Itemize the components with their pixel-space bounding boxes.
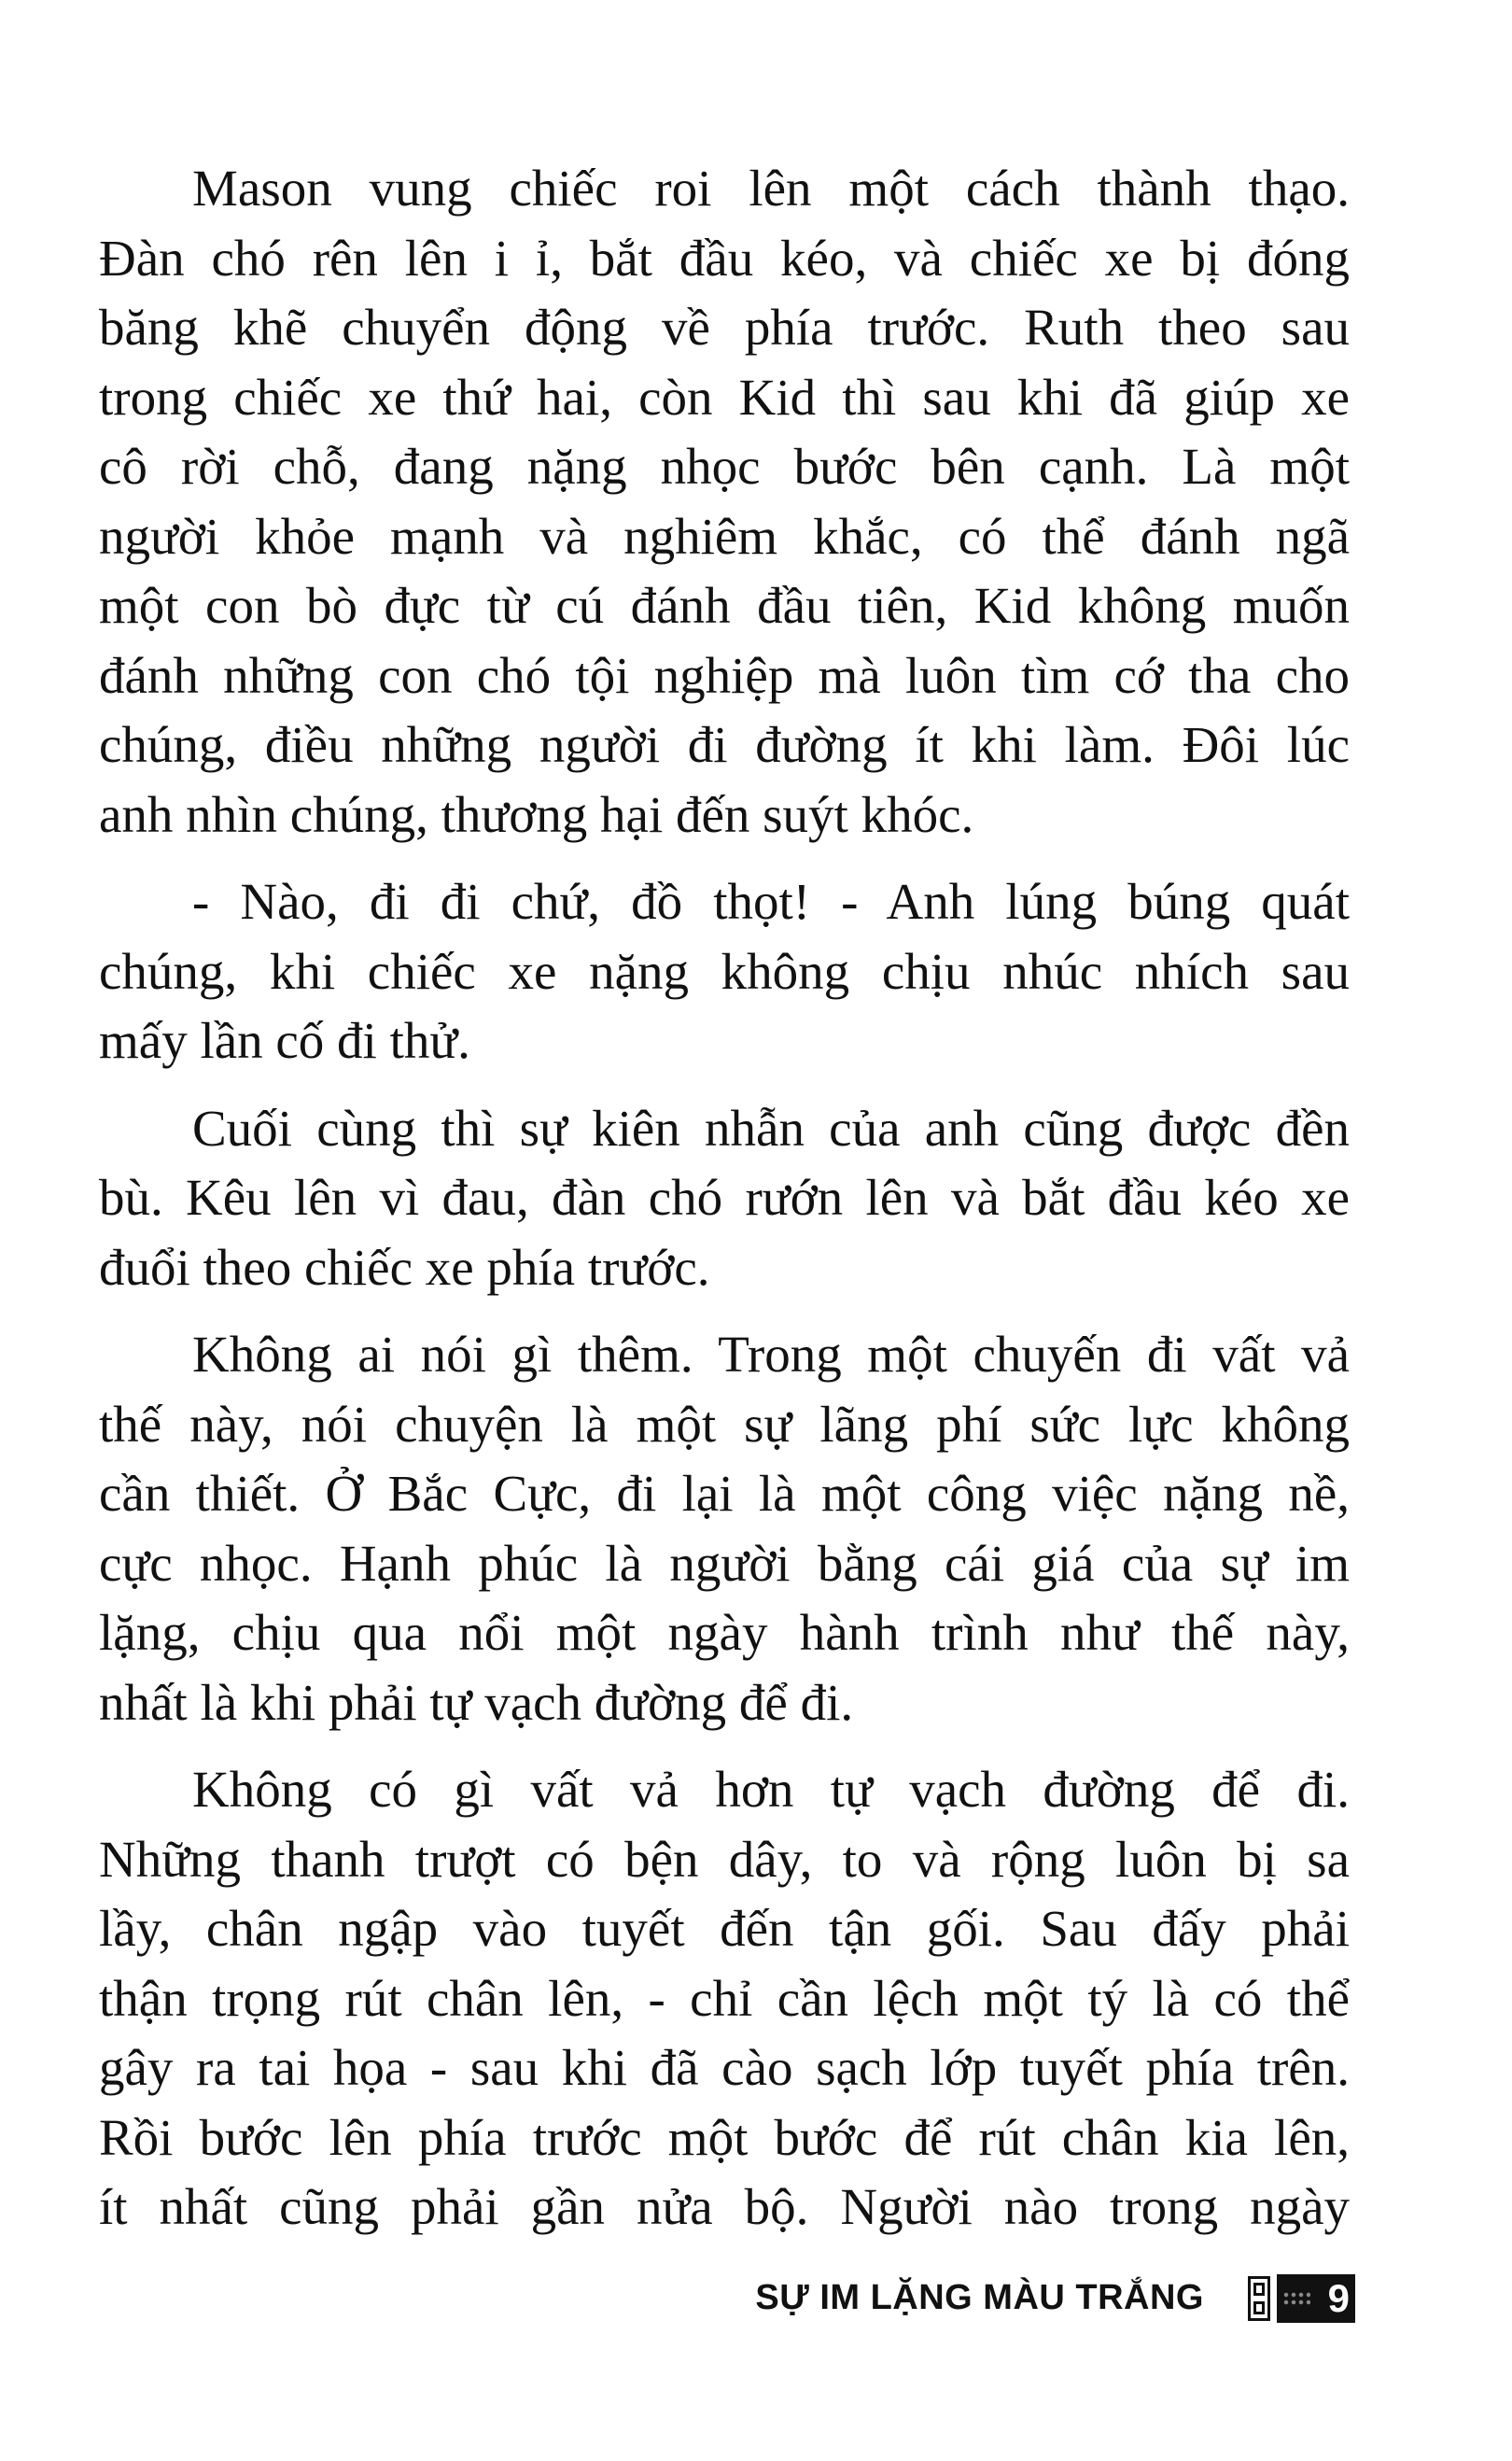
text-line: nhất là khi phải tự vạch đường để đi. bbox=[99, 1673, 854, 1731]
text-line: cực nhọc. Hạnh phúc là người bằng cái giá của sự im bbox=[99, 1534, 1350, 1592]
paragraph-p3 bbox=[99, 1094, 1350, 1303]
text-line: cô rời chỗ, đang nặng nhọc bước bên cạnh. Là một bbox=[99, 438, 1350, 495]
text-line: - Nào, đi đi chứ, đồ thọt! - Anh lúng búng quát bbox=[192, 873, 1350, 930]
text-line: thận trọng rút chân lên, - chỉ cần lệch một tý là có thể bbox=[99, 1969, 1350, 2027]
footer-ornament-icon bbox=[1248, 2276, 1270, 2321]
text-line: lặng, chịu qua nổi một ngày hành trình như thế này, bbox=[99, 1604, 1350, 1661]
text-line: chúng, điều những người đi đường ít khi làm. Đôi lúc bbox=[99, 716, 1350, 773]
dot-pattern-icon bbox=[1282, 2291, 1310, 2306]
text-line: Không có gì vất vả hơn tự vạch đường để đi. bbox=[192, 1761, 1350, 1818]
text-line: thế này, nói chuyện là một sự lãng phí sức lực không bbox=[99, 1395, 1350, 1453]
text-line: anh nhìn chúng, thương hại đến suýt khóc. bbox=[99, 785, 974, 843]
text-line: đánh những con chó tội nghiệp mà luôn tìm cớ tha cho bbox=[99, 646, 1350, 704]
text-line: Những thanh trượt có bện dây, to và rộng luôn bị sa bbox=[99, 1830, 1350, 1888]
text-line: lầy, chân ngập vào tuyết đến tận gối. Sau đấy phải bbox=[99, 1900, 1350, 1957]
text-line: Rồi bước lên phía trước một bước để rút chân kia lên, bbox=[99, 2108, 1350, 2166]
text-line: Mason vung chiếc roi lên một cách thành thạo. bbox=[192, 160, 1350, 217]
paragraph-p5 bbox=[99, 1755, 1350, 2243]
page-number-box bbox=[1277, 2274, 1355, 2323]
text-line: trong chiếc xe thứ hai, còn Kid thì sau khi đã giúp xe bbox=[99, 368, 1350, 426]
book-page-body bbox=[99, 154, 1350, 2260]
running-title: SỰ IM LẶNG MÀU TRẮNG bbox=[755, 2278, 1204, 2317]
text-line: Không ai nói gì thêm. Trong một chuyến đi vất vả bbox=[192, 1326, 1350, 1383]
paragraph-p1 bbox=[99, 154, 1350, 850]
text-line: đuổi theo chiếc xe phía trước. bbox=[99, 1238, 710, 1296]
text-line: cần thiết. Ở Bắc Cực, đi lại là một công việc nặng nề, bbox=[99, 1465, 1350, 1522]
page-number: 9 bbox=[1327, 2276, 1350, 2320]
paragraph-p2 bbox=[99, 867, 1350, 1076]
paragraph-p4 bbox=[99, 1320, 1350, 1737]
text-line: bù. Kêu lên vì đau, đàn chó rướn lên và bắt đầu kéo xe bbox=[99, 1169, 1350, 1226]
text-line: ít nhất cũng phải gần nửa bộ. Người nào trong ngày bbox=[99, 2178, 1350, 2235]
text-line: chúng, khi chiếc xe nặng không chịu nhúc nhích sau bbox=[99, 942, 1350, 1000]
text-line: một con bò đực từ cú đánh đầu tiên, Kid không muốn bbox=[99, 577, 1350, 634]
text-line: Đàn chó rên lên i ỉ, bắt đầu kéo, và chiếc xe bị đóng bbox=[99, 229, 1350, 287]
text-line: gây ra tai họa - sau khi đã cào sạch lớp tuyết phía trên. bbox=[99, 2039, 1350, 2096]
text-line: băng khẽ chuyển động về phía trước. Ruth theo sau bbox=[99, 299, 1350, 356]
page-footer bbox=[0, 2274, 1512, 2330]
text-line: mấy lần cố đi thử. bbox=[99, 1012, 470, 1069]
text-line: Cuối cùng thì sự kiên nhẫn của anh cũng được đền bbox=[192, 1099, 1350, 1157]
text-line: người khỏe mạnh và nghiêm khắc, có thể đánh ngã bbox=[99, 507, 1350, 565]
